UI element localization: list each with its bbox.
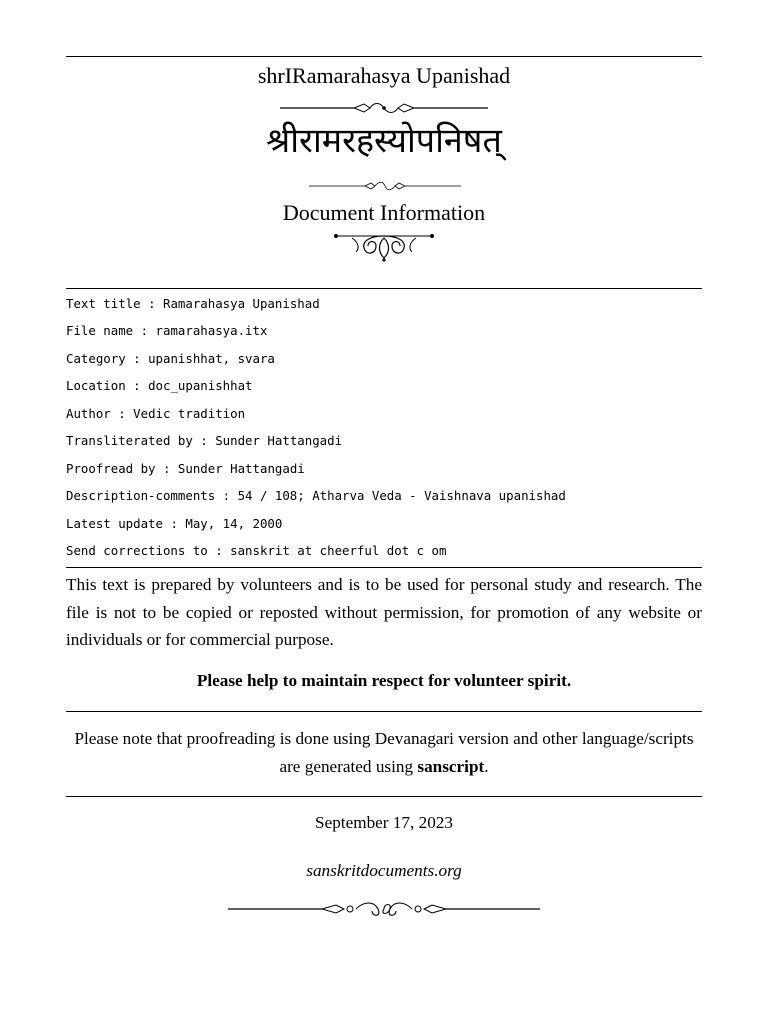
note-top-rule (66, 711, 702, 712)
metadata-row-transliterated-by: Transliterated by : Sunder Hattangadi (66, 433, 343, 448)
metadata-row-file-name: File name : ramarahasya.itx (66, 323, 268, 338)
metadata-label: Text title (66, 296, 141, 311)
top-rule (66, 56, 702, 57)
respect-note: Please help to maintain respect for volunteer spirit. (196, 671, 572, 690)
metadata-value: doc_upanishhat (148, 378, 253, 393)
title-ornament (280, 100, 488, 116)
website-text: sanskritdocuments.org (306, 861, 462, 880)
metadata-label: File name (66, 323, 134, 338)
document-date: September 17, 2023 (315, 813, 453, 832)
title-transliterated: shrIRamarahasya Upanishad (257, 63, 511, 88)
title-devanagari: श्रीरामरहस्योपनिषत् (266, 121, 502, 161)
metadata-value: upanishhat, svara (148, 351, 275, 366)
metadata-row-description-comments: Description-comments : 54 / 108; Atharva Veda - Vaishnava upanishad (66, 488, 566, 503)
proofreading-note-end: . (484, 756, 489, 776)
devanagari-ornament (309, 180, 461, 192)
metadata-row-category: Category : upanishhat, svara (66, 351, 275, 366)
metadata-row-author: Author : Vedic tradition (66, 406, 246, 421)
metadata-row-text-title: Text title : Ramarahasya Upanishad (66, 296, 320, 311)
metadata-bottom-rule (66, 567, 702, 568)
footer-ornament (228, 901, 540, 917)
metadata-row-proofread-by: Proofread by : Sunder Hattangadi (66, 461, 305, 476)
metadata-value: Vedic tradition (133, 406, 246, 421)
metadata-label: Latest update (66, 516, 163, 531)
metadata-value: Sunder Hattangadi (177, 461, 305, 476)
metadata-label: Location (66, 378, 126, 393)
document-page (66, 0, 702, 1024)
metadata-label: Proofread by (66, 461, 156, 476)
metadata-label: Description-comments (66, 488, 216, 503)
metadata-value: 54 / 108; Atharva Veda - Vaishnava upanishad (237, 488, 566, 503)
metadata-value: sanskrit at cheerful dot c om (230, 543, 447, 558)
proofreading-note-text: Please note that proofreading is done using Devanagari version and other language/scripts are generated using (74, 729, 694, 776)
heading-flourish-ornament (332, 226, 436, 266)
metadata-label: Transliterated by (66, 433, 193, 448)
metadata-row-latest-update: Latest update : May, 14, 2000 (66, 516, 283, 531)
note-bottom-rule (66, 796, 702, 797)
metadata-value: May, 14, 2000 (185, 516, 283, 531)
metadata-label: Category (66, 351, 126, 366)
metadata-label: Author (66, 406, 111, 421)
metadata-label: Send corrections to (66, 543, 208, 558)
sanscript-term: sanscript (417, 756, 485, 776)
metadata-value: ramarahasya.itx (155, 323, 268, 338)
metadata-row-send-corrections: Send corrections to : sanskrit at cheerful dot c om (66, 543, 447, 558)
metadata-row-location: Location : doc_upanishhat (66, 378, 253, 393)
disclaimer-paragraph: This text is prepared by volunteers and is to be used for personal study and research. The file is not to be copied or reposted without permission, for promotion of any website or individuals or for commercial purpose. (66, 575, 702, 649)
document-information-heading: Document Information (282, 200, 486, 225)
metadata-value: Sunder Hattangadi (215, 433, 343, 448)
metadata-value: Ramarahasya Upanishad (163, 296, 320, 311)
proofreading-note (66, 725, 702, 780)
metadata-top-rule (66, 288, 702, 289)
